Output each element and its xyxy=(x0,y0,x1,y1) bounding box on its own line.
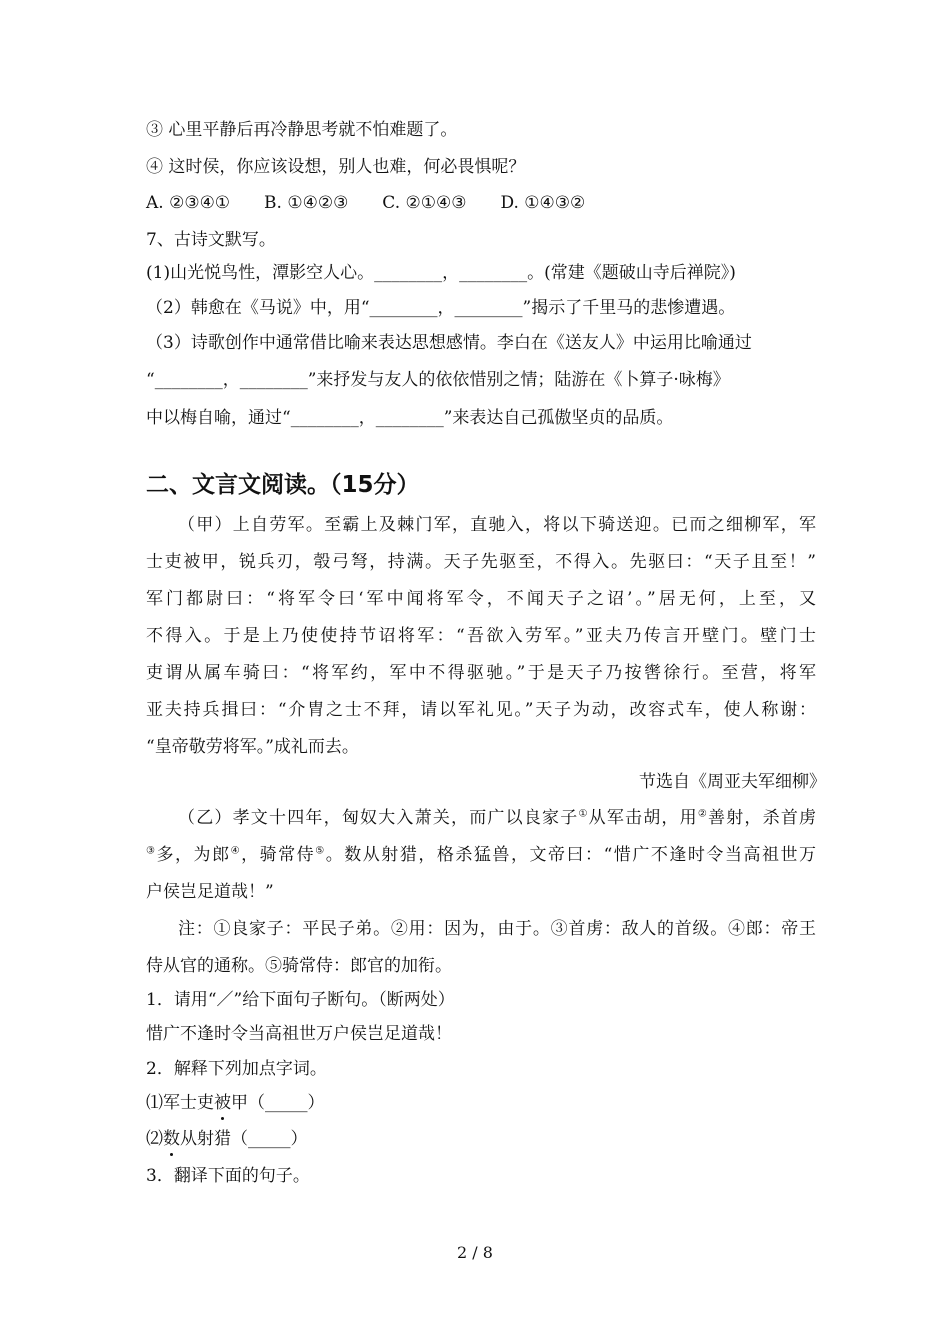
page-number: 2 / 8 xyxy=(457,1243,493,1262)
question-3: 3．翻译下面的句子。 xyxy=(146,1166,310,1186)
footnote-mark-2: ② xyxy=(697,808,709,820)
question-1-sentence: 惜广不逢时令当高祖世万户侯岂足道哉！ xyxy=(146,1024,452,1044)
dotted-character: 被 xyxy=(214,1093,231,1113)
item-blank: 从射猎（_____） xyxy=(180,1129,308,1149)
section-2-heading: 二、文言文阅读。（15分） xyxy=(146,472,420,498)
passage-jia-line-7: “皇帝敬劳将军。”成礼而去。 xyxy=(146,737,359,757)
passage-jia-line-6: 亚夫持兵揖曰：“介胄之士不拜，请以军礼见。”天子为动，改容式车，使人称谢： xyxy=(146,700,816,720)
passage-jia-line-4: 不得入。于是上乃使使持节诏将军：“吾欲入劳军。”亚夫乃传言开壁门。壁门士 xyxy=(146,626,816,646)
question-2-item-1 xyxy=(146,1091,816,1115)
q7-part-3-line-2: “________，________”来抒发与友人的依依惜别之情；陆游在《卜算子·咏梅》 xyxy=(146,370,730,390)
passage-yi-line-2 xyxy=(146,843,816,867)
q7-part-3-line-1: （3）诗歌创作中通常借比喻来表达思想感情。李白在《送友人》中运用比喻通过 xyxy=(146,333,752,353)
q6-item-4: ④ 这时侯，你应该设想，别人也难，何必畏惧呢？ xyxy=(146,157,526,177)
question-1: 1．请用“／”给下面句子断句。（断两处） xyxy=(146,990,455,1010)
q6-item-3: ③ 心里平静后再冷静思考就不怕难题了。 xyxy=(146,120,458,140)
q7-part-2: （2）韩愈在《马说》中，用“________，________”揭示了千里马的悲惨遭遇。 xyxy=(146,298,736,318)
passage-yi-text: ，骑常侍 xyxy=(241,845,316,865)
footnote-mark-3: ③ xyxy=(146,845,157,857)
q6-options: A. ②③④① B. ①④②③ C. ②①④③ D. ①④③② xyxy=(146,193,586,213)
notes-line-2: 侍从官的通称。⑤骑常侍：郎官的加衔。 xyxy=(146,956,452,976)
passage-yi-text: 。数从射猎，格杀猛兽，文帝曰：“惜广不逢时令当高祖世万 xyxy=(325,845,817,865)
passage-jia-line-2: 士吏被甲，锐兵刃，彀弓弩，持满。天子先驱至，不得入。先驱曰：“天子且至！” xyxy=(146,552,816,572)
notes-line-1: 注：①良家子：平民子弟。②用：因为，由于。③首虏：敌人的首级。④郎：帝王 xyxy=(178,919,816,939)
item-blank: 甲（_____） xyxy=(231,1093,325,1113)
passage-jia-line-5: 吏谓从属车骑曰：“将军约，军中不得驱驰。”于是天子乃按辔徐行。至营，将军 xyxy=(146,663,816,683)
footnote-mark-5: ⑤ xyxy=(315,845,326,857)
passage-yi-line-1 xyxy=(178,806,816,830)
passage-source: 节选自《周亚夫军细柳》 xyxy=(639,772,826,792)
passage-yi-text: 从军击胡，用 xyxy=(588,808,698,828)
passage-jia-line-1: （甲）上自劳军。至霸上及棘门军，直驰入，将以下骑送迎。已而之细柳军，军 xyxy=(178,515,816,535)
q7-title: 7、古诗文默写。 xyxy=(146,230,276,250)
passage-yi-text: 多，为郎 xyxy=(156,845,231,865)
footnote-mark-1: ① xyxy=(578,808,589,820)
passage-yi-text: （乙）孝文十四年，匈奴大入萧关，而广以良家子 xyxy=(178,808,579,828)
q7-part-3-line-3: 中以梅自喻，通过“________，________”来表达自己孤傲坚贞的品质。 xyxy=(146,408,674,428)
question-2-item-2 xyxy=(146,1127,816,1151)
passage-yi-text: 善射，杀首虏 xyxy=(708,808,817,828)
q7-part-1: (1)山光悦鸟性，潭影空人心。________，________。(常建《题破山寺后禅院》) xyxy=(146,263,736,283)
item-text: ⑵ xyxy=(146,1129,163,1149)
dotted-character: 数 xyxy=(163,1129,180,1149)
passage-yi-line-3: 户侯岂足道哉！” xyxy=(146,882,274,902)
footnote-mark-4: ④ xyxy=(230,845,242,857)
item-text: ⑴军士吏 xyxy=(146,1093,214,1113)
question-2: 2．解释下列加点字词。 xyxy=(146,1059,327,1079)
passage-jia-line-3: 军门都尉曰：“将军令曰‘军中闻将军令，不闻天子之诏’。”居无何，上至，又 xyxy=(146,589,816,609)
